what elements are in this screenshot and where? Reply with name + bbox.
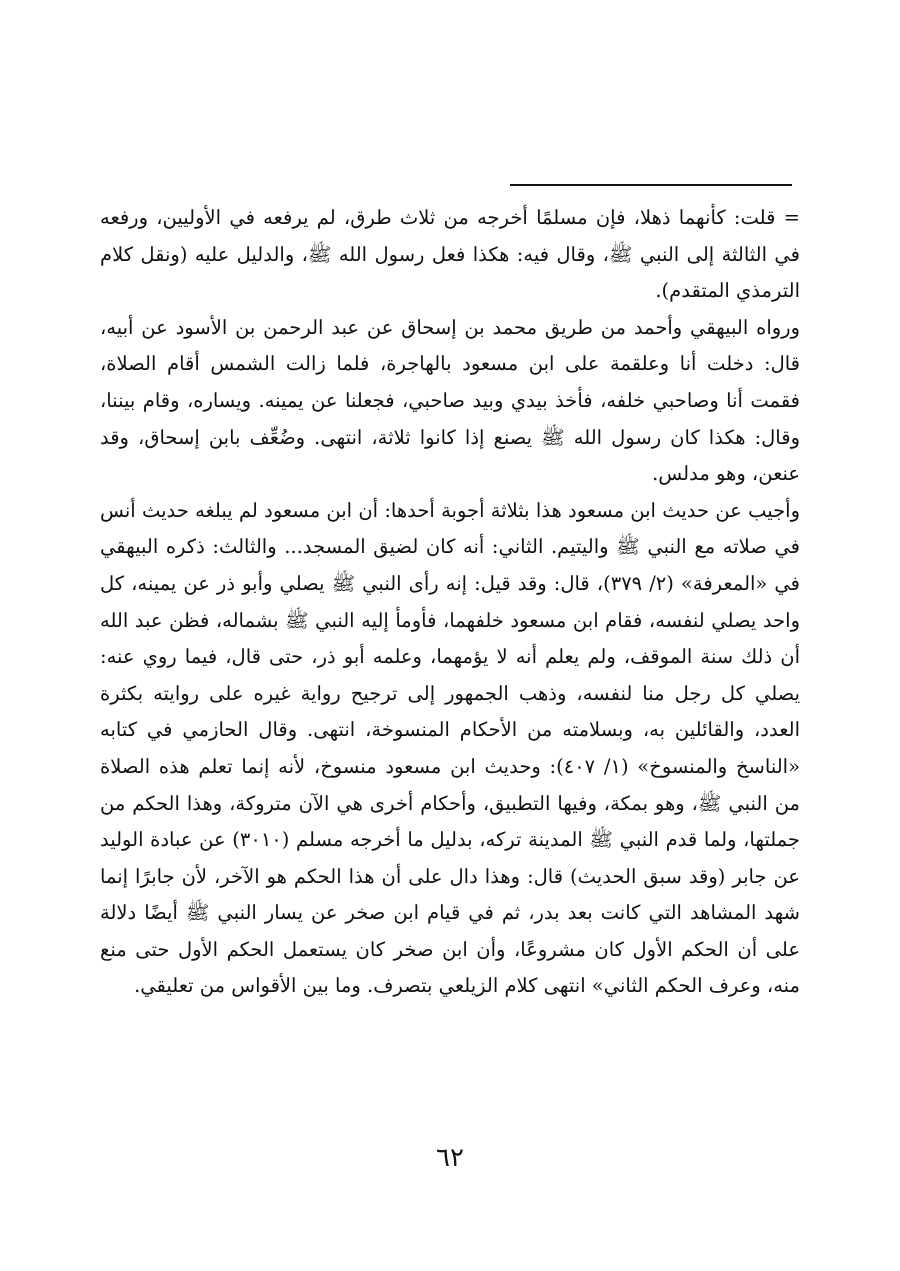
footnote-separator [510, 184, 792, 186]
footnote-text [100, 200, 800, 1005]
footnote-paragraph-2: ورواه البيهقي وأحمد من طريق محمد بن إسحاق عن عبد الرحمن بن الأسود عن أبيه، قال: دخلت أنا وعلقمة على ابن مسعود بالهاجرة، فلما زالت الشمس أقام الصلاة، فقمت أنا وصاحبي خلفه، فأخذ بيدي وبيد صاحبي، فجعلنا عن يمينه. ويساره، وقام بيننا، وقال: هكذا كان رسول الله ﷺ يصنع إذا كانوا ثلاثة، انتهى. وضُعِّف بابن إسحاق، وقد عنعن، وهو مدلس. [100, 315, 800, 486]
page-number: ٦٢ [436, 1143, 464, 1173]
footnote-paragraph-1: = قلت: كأنهما ذهلا، فإن مسلمًا أخرجه من ثلاث طرق، لم يرفعه في الأوليين، ورفعه في الثالثة إلى النبي ﷺ، وقال فيه: هكذا فعل رسول الله ﷺ، والدليل عليه (ونقل كلام الترمذي المتقدم). [100, 206, 800, 303]
footnote-paragraph-3: وأجيب عن حديث ابن مسعود هذا بثلاثة أجوبة أحدها: أن ابن مسعود لم يبلغه حديث أنس في صلاته مع النبي ﷺ واليتيم. الثاني: أنه كان لضيق المسجد... والثالث: ذكره البيهقي في «المعرفة» (٢/ ٣٧٩)، قال: وقد قيل: إنه رأى النبي ﷺ يصلي وأبو ذر عن يمينه، كل واحد يصلي لنفسه، فقام ابن مسعود خلفهما، فأومأ إليه النبي ﷺ بشماله، فظن عبد الله أن ذلك سنة الموقف، ولم يعلم أنه لا يؤمهما، وعلمه أبو ذر، حتى قال، فيما روي عنه: يصلي كل رجل منا لنفسه، وذهب الجمهور إلى ترجيح رواية غيره على روايته بكثرة العدد، والقائلين به، وبسلامته من الأحكام المنسوخة، انتهى. وقال الحازمي في كتابه «الناسخ والمنسوخ» (١/ ٤٠٧): وحديث ابن مسعود منسوخ، لأنه إنما تعلم هذه الصلاة من النبي ﷺ، وهو بمكة، وفيها التطبيق، وأحكام أخرى هي الآن متروكة، وهذا الحكم من جملتها، ولما قدم النبي ﷺ المدينة تركه، بدليل ما أخرجه مسلم (٣٠١٠) عن عبادة الوليد عن جابر (وقد سبق الحديث) قال: وهذا دال على أن هذا الحكم هو الآخر، لأن جابرًا إنما شهد المشاهد التي كانت بعد بدر، ثم في قيام ابن صخر عن يسار النبي ﷺ أيضًا دلالة على أن الحكم الأول كان مشروعًا، وأن ابن صخر كان يستعمل الحكم الأول حتى منع منه، وعرف الحكم الثاني» انتهى كلام الزيلعي بتصرف. وما بين الأقواس من تعليقي. [100, 498, 801, 998]
